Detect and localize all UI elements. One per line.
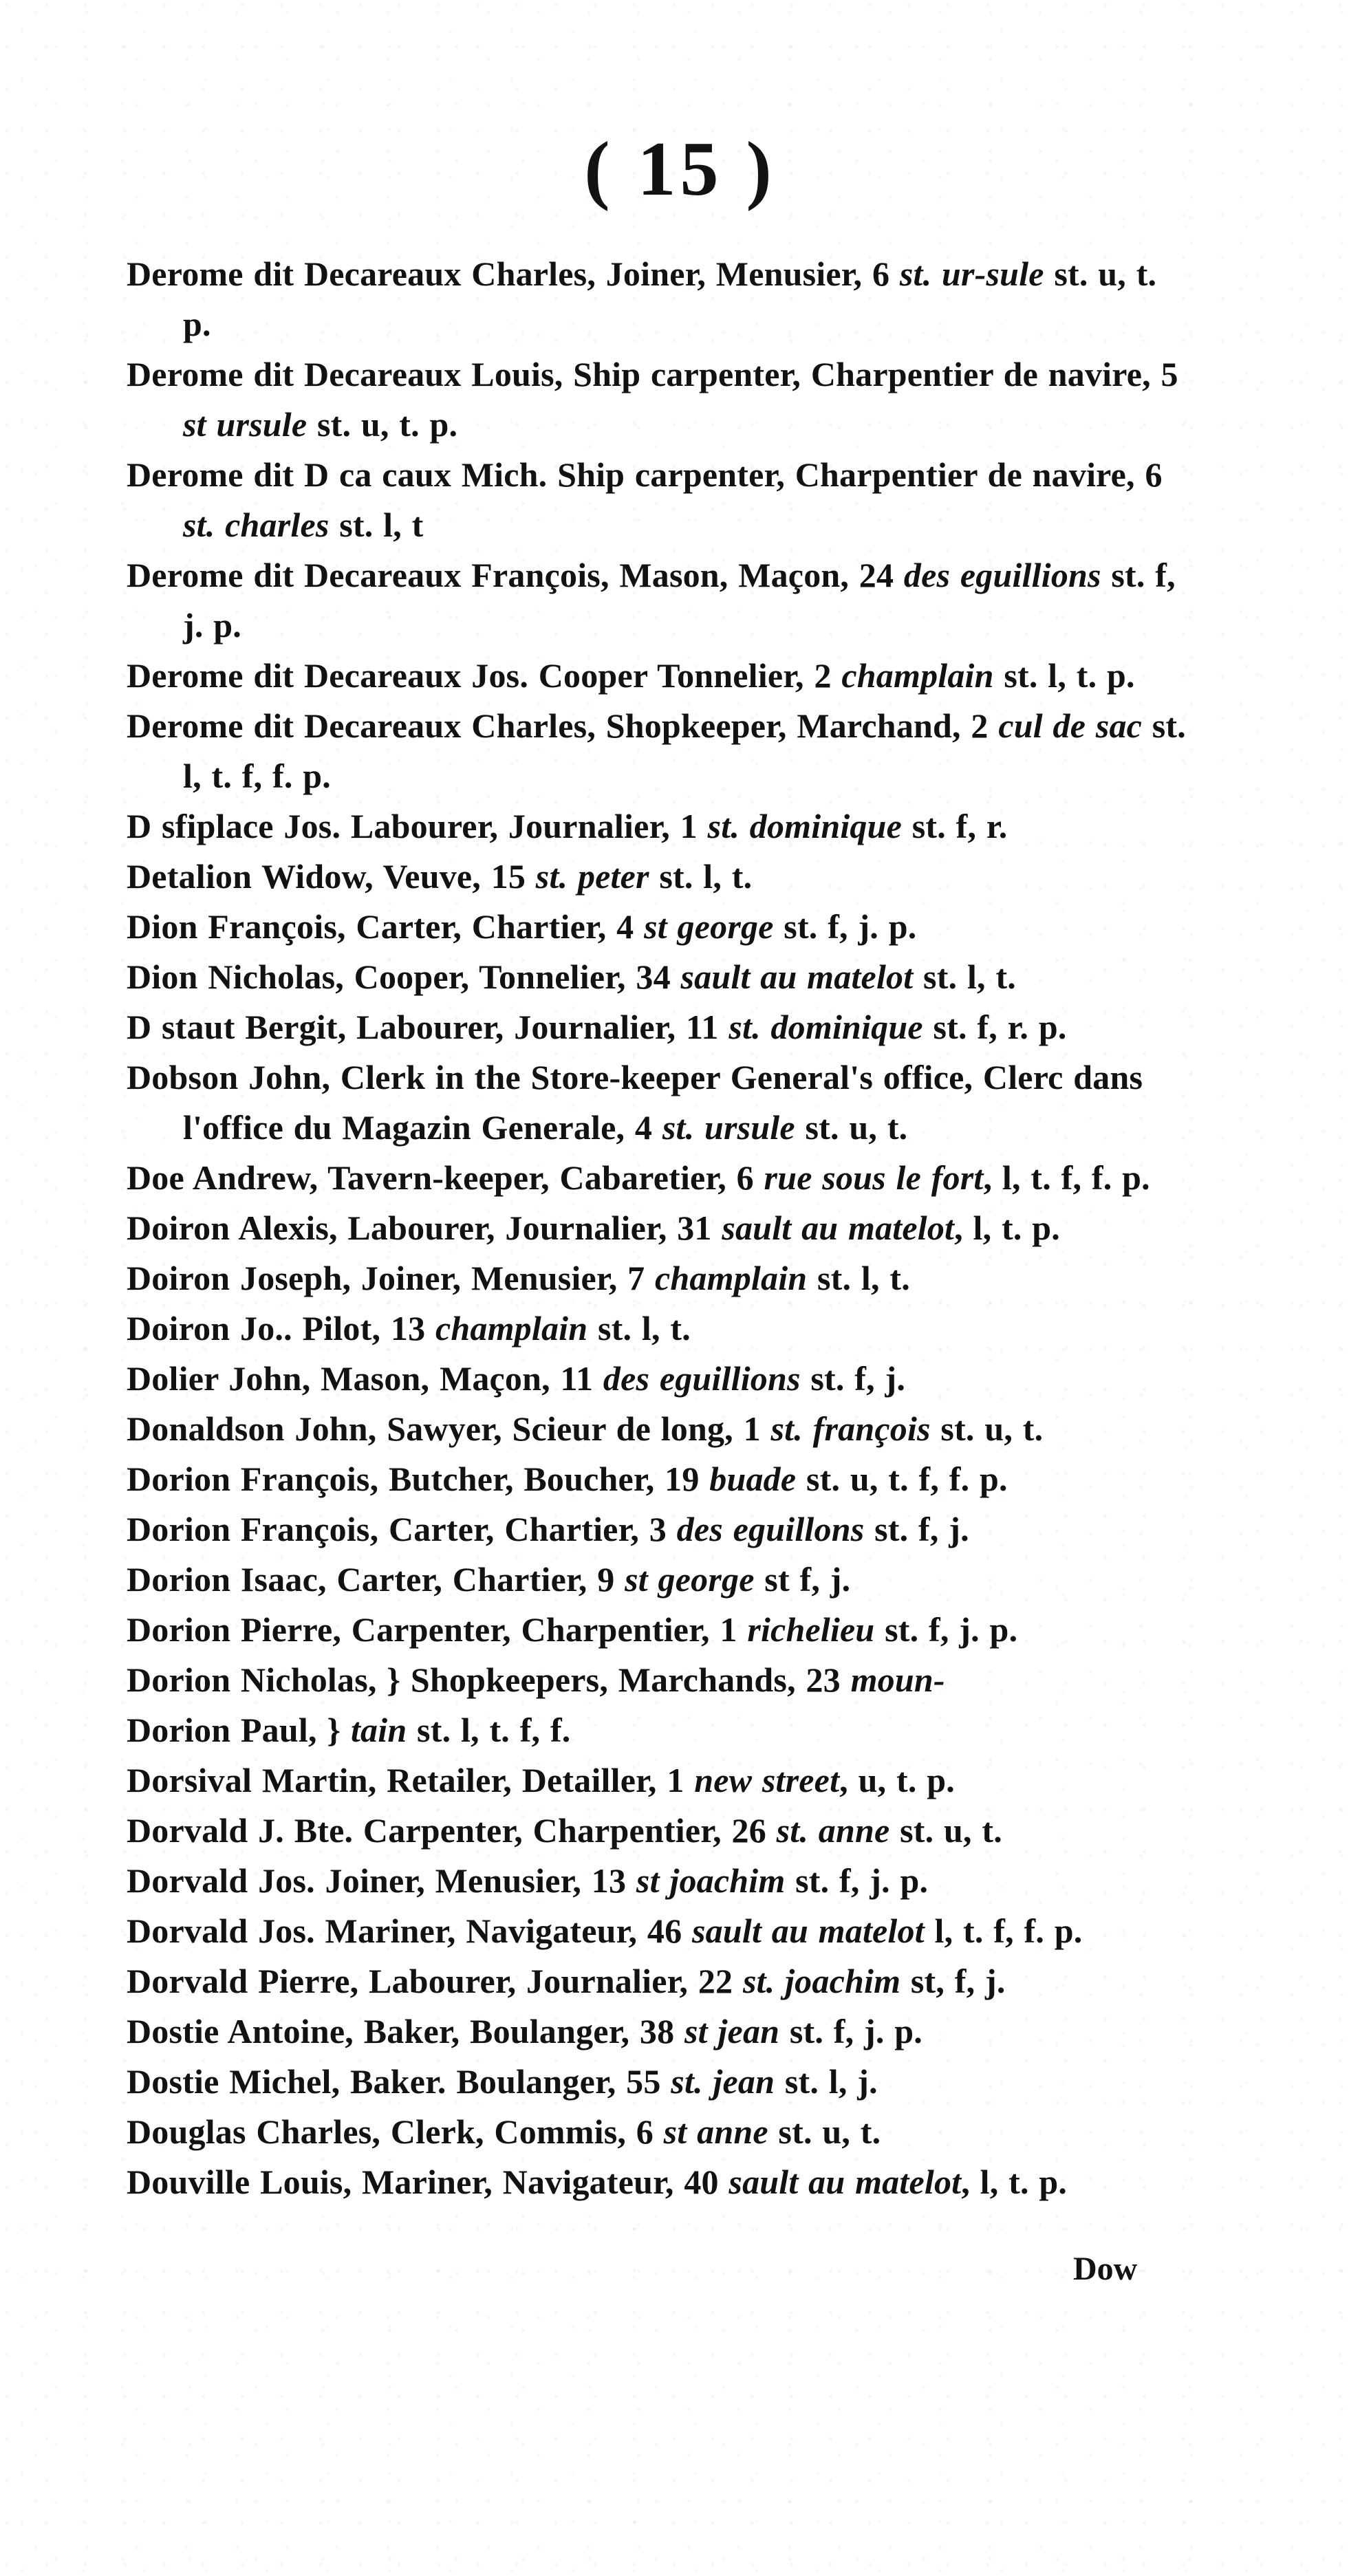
entry-address-suffix: st, f, j. bbox=[900, 1962, 1006, 2000]
entry-street-name: des eguillions bbox=[903, 556, 1101, 594]
entry-main-text: Dion François, Carter, Chartier, 4 bbox=[127, 907, 645, 946]
entry-address-suffix: st. f, j. p. bbox=[874, 1610, 1018, 1649]
entry-street-name: st. anne bbox=[776, 1811, 890, 1850]
entry-address-suffix: st. u, t. bbox=[930, 1409, 1044, 1448]
entry-street-name: st joachim bbox=[636, 1861, 786, 1900]
entry-address-suffix: st. f, r. p. bbox=[922, 1008, 1067, 1046]
entry-street-name: st. charles bbox=[183, 506, 330, 544]
directory-entry bbox=[127, 852, 1186, 902]
entry-main-text: Dostie Antoine, Baker, Boulanger, 38 bbox=[127, 2012, 685, 2050]
entry-address-suffix: st. u, t. bbox=[889, 1811, 1002, 1850]
entry-address-suffix: , u, t. p. bbox=[839, 1761, 955, 1799]
entry-street-name: new street bbox=[694, 1761, 840, 1799]
directory-entry bbox=[127, 1303, 1186, 1354]
directory-entry bbox=[127, 1755, 1186, 1806]
directory-entry bbox=[127, 801, 1186, 852]
entry-main-text: Dorion Paul, } bbox=[127, 1711, 351, 1749]
entry-street-name: st. françois bbox=[770, 1409, 931, 1448]
entry-main-text: Dorion Pierre, Carpenter, Charpentier, 1 bbox=[127, 1610, 748, 1649]
entry-address-suffix: st. l, t. f, f. bbox=[407, 1711, 571, 1749]
entry-main-text: Dorvald Jos. Mariner, Navigateur, 46 bbox=[127, 1912, 692, 1950]
entry-street-name: st anne bbox=[663, 2112, 768, 2151]
entry-street-name: st. dominique bbox=[707, 807, 903, 845]
page-number: ( 15 ) bbox=[584, 127, 776, 212]
entry-address-suffix: st. l, t. bbox=[649, 857, 753, 896]
entry-street-name: sault au matelot bbox=[692, 1912, 925, 1950]
entry-main-text: Detalion Widow, Veuve, 15 bbox=[127, 857, 536, 896]
entry-main-text: D staut Bergit, Labourer, Journalier, 11 bbox=[127, 1008, 729, 1046]
directory-entry bbox=[127, 349, 1186, 450]
directory-entry bbox=[127, 1253, 1186, 1303]
directory-entry bbox=[127, 1404, 1186, 1454]
entry-street-name: sault au matelot bbox=[680, 957, 914, 996]
entry-street-name: st jean bbox=[684, 2012, 780, 2050]
entry-main-text: Doiron Alexis, Labourer, Journalier, 31 bbox=[127, 1209, 722, 1247]
entry-address-suffix: st. l, t. bbox=[587, 1309, 691, 1347]
entry-main-text: Dorion Nicholas, } Shopkeepers, Marchands, 23 bbox=[127, 1660, 851, 1699]
directory-entry bbox=[127, 1705, 1186, 1755]
entry-address-suffix: st. f, j. p. bbox=[183, 556, 1176, 645]
entry-address-suffix: st. f, j. p. bbox=[785, 1861, 929, 1900]
entry-address-suffix: st. l, t. bbox=[807, 1259, 910, 1297]
entry-address-suffix: st f, j. bbox=[754, 1560, 851, 1599]
entry-main-text: Douglas Charles, Clerk, Commis, 6 bbox=[127, 2112, 664, 2151]
entry-street-name: buade bbox=[709, 1460, 797, 1498]
directory-entries bbox=[127, 249, 1186, 2207]
directory-entry bbox=[127, 1655, 1186, 1705]
entry-street-name: rue sous le fort bbox=[764, 1158, 984, 1197]
entry-main-text: Dolier John, Mason, Maçon, 11 bbox=[127, 1359, 603, 1398]
directory-entry bbox=[127, 1203, 1186, 1253]
entry-address-suffix: st. l, t. p. bbox=[993, 656, 1135, 695]
entry-street-name: moun- bbox=[850, 1660, 945, 1699]
entry-street-name: st george bbox=[625, 1560, 755, 1599]
entry-main-text: Dobson John, Clerk in the Store-keeper General's office, Clerc dans l'office du Magazin Generale, 4 bbox=[127, 1058, 1143, 1147]
entry-street-name: des eguillions bbox=[603, 1359, 801, 1398]
entry-street-name: tain bbox=[350, 1711, 407, 1749]
entry-address-suffix: st. f, j. p. bbox=[773, 907, 917, 946]
directory-entry bbox=[127, 2107, 1186, 2157]
entry-address-suffix: st. f, j. bbox=[864, 1510, 969, 1548]
entry-main-text: Doe Andrew, Tavern-keeper, Cabaretier, 6 bbox=[127, 1158, 764, 1197]
directory-entry bbox=[127, 651, 1186, 701]
entry-main-text: Dorvald J. Bte. Carpenter, Charpentier, 26 bbox=[127, 1811, 777, 1850]
entry-main-text: Derome dit Decareaux Charles, Joiner, Menusier, 6 bbox=[127, 255, 900, 293]
entry-main-text: Douville Louis, Mariner, Navigateur, 40 bbox=[127, 2163, 729, 2201]
entry-address-suffix: st. f, j. p. bbox=[779, 2012, 922, 2050]
directory-entry bbox=[127, 902, 1186, 952]
directory-entry bbox=[127, 952, 1186, 1002]
entry-main-text: D sfiplace Jos. Labourer, Journalier, 1 bbox=[127, 807, 708, 845]
entry-street-name: sault au matelot bbox=[722, 1209, 955, 1247]
entry-main-text: Doiron Jo.. Pilot, 13 bbox=[127, 1309, 435, 1347]
directory-entry bbox=[127, 1956, 1186, 2006]
entry-street-name: champlain bbox=[435, 1309, 588, 1347]
directory-entry bbox=[127, 2157, 1186, 2207]
directory-entry bbox=[127, 1153, 1186, 1203]
entry-street-name: st. jean bbox=[671, 2062, 775, 2101]
entry-main-text: Donaldson John, Sawyer, Scieur de long, 1 bbox=[127, 1409, 771, 1448]
entry-address-suffix: , l, t. p. bbox=[961, 2163, 1068, 2201]
entry-street-name: des eguillons bbox=[676, 1510, 865, 1548]
entry-main-text: Dorvald Jos. Joiner, Menusier, 13 bbox=[127, 1861, 636, 1900]
entry-address-suffix: st. u, t. p. bbox=[307, 405, 458, 444]
entry-address-suffix: st. l, t bbox=[329, 506, 424, 544]
directory-entry bbox=[127, 1906, 1186, 1956]
entry-main-text: Dorsival Martin, Retailer, Detailler, 1 bbox=[127, 1761, 695, 1799]
entry-main-text: Derome dit Decareaux François, Mason, Maçon, 24 bbox=[127, 556, 904, 594]
entry-main-text: Dorvald Pierre, Labourer, Journalier, 22 bbox=[127, 1962, 743, 2000]
entry-main-text: Derome dit Decareaux Louis, Ship carpenter, Charpentier de navire, 5 bbox=[127, 355, 1178, 393]
entry-address-suffix: st. f, j. bbox=[800, 1359, 906, 1398]
entry-street-name: st george bbox=[644, 907, 774, 946]
entry-street-name: st. dominique bbox=[728, 1008, 923, 1046]
directory-entry bbox=[127, 1806, 1186, 1856]
entry-main-text: Dion Nicholas, Cooper, Tonnelier, 34 bbox=[127, 957, 681, 996]
entry-address-suffix: st. u, t. p. bbox=[183, 255, 1157, 343]
entry-street-name: richelieu bbox=[747, 1610, 875, 1649]
entry-street-name: st. ur-sule bbox=[899, 255, 1044, 293]
entry-address-suffix: st. l, t. f, f. p. bbox=[183, 706, 1186, 795]
directory-entry bbox=[127, 1856, 1186, 1906]
directory-entry bbox=[127, 1504, 1186, 1555]
directory-entry bbox=[127, 1002, 1186, 1052]
directory-entry bbox=[127, 249, 1186, 349]
entry-main-text: Dorion Isaac, Carter, Chartier, 9 bbox=[127, 1560, 625, 1599]
entry-main-text: Dorion François, Butcher, Boucher, 19 bbox=[127, 1460, 710, 1498]
directory-entry bbox=[127, 1555, 1186, 1605]
directory-entry bbox=[127, 550, 1186, 651]
entry-address-suffix: st. l, j. bbox=[775, 2062, 878, 2101]
directory-entry bbox=[127, 450, 1186, 550]
entry-address-suffix: l, t. f, f. p. bbox=[924, 1912, 1083, 1950]
entry-address-suffix: st. f, r. bbox=[902, 807, 1008, 845]
catchword: Dow bbox=[1073, 2251, 1138, 2287]
entry-main-text: Doiron Joseph, Joiner, Menusier, 7 bbox=[127, 1259, 656, 1297]
directory-entry bbox=[127, 2006, 1186, 2057]
entry-main-text: Dorion François, Carter, Chartier, 3 bbox=[127, 1510, 677, 1548]
entry-main-text: Derome dit D ca caux Mich. Ship carpenter, Charpentier de navire, 6 bbox=[127, 455, 1163, 494]
entry-main-text: Derome dit Decareaux Jos. Cooper Tonnelier, 2 bbox=[127, 656, 842, 695]
entry-street-name: champlain bbox=[655, 1259, 808, 1297]
entry-address-suffix: st. l, t. bbox=[913, 957, 1016, 996]
entry-main-text: Dostie Michel, Baker. Boulanger, 55 bbox=[127, 2062, 671, 2101]
entry-street-name: cul de sac bbox=[998, 706, 1143, 745]
entry-street-name: st. peter bbox=[535, 857, 649, 896]
entry-address-suffix: , l, t. f, f. p. bbox=[983, 1158, 1150, 1197]
directory-entry bbox=[127, 1354, 1186, 1404]
entry-street-name: st. joachim bbox=[742, 1962, 901, 2000]
entry-main-text: Derome dit Decareaux Charles, Shopkeeper, Marchand, 2 bbox=[127, 706, 999, 745]
entry-address-suffix: , l, t. p. bbox=[954, 1209, 1061, 1247]
entry-street-name: st ursule bbox=[183, 405, 307, 444]
entry-address-suffix: st. u, t. bbox=[768, 2112, 881, 2151]
entry-address-suffix: st. u, t. bbox=[795, 1108, 908, 1147]
directory-entry bbox=[127, 1605, 1186, 1655]
directory-entry bbox=[127, 1454, 1186, 1504]
directory-entry bbox=[127, 2057, 1186, 2107]
entry-address-suffix: st. u, t. f, f. p. bbox=[796, 1460, 1008, 1498]
directory-entry bbox=[127, 701, 1186, 801]
entry-street-name: champlain bbox=[841, 656, 994, 695]
entry-street-name: sault au matelot bbox=[728, 2163, 962, 2201]
directory-entry bbox=[127, 1052, 1186, 1153]
entry-street-name: st. ursule bbox=[662, 1108, 795, 1147]
